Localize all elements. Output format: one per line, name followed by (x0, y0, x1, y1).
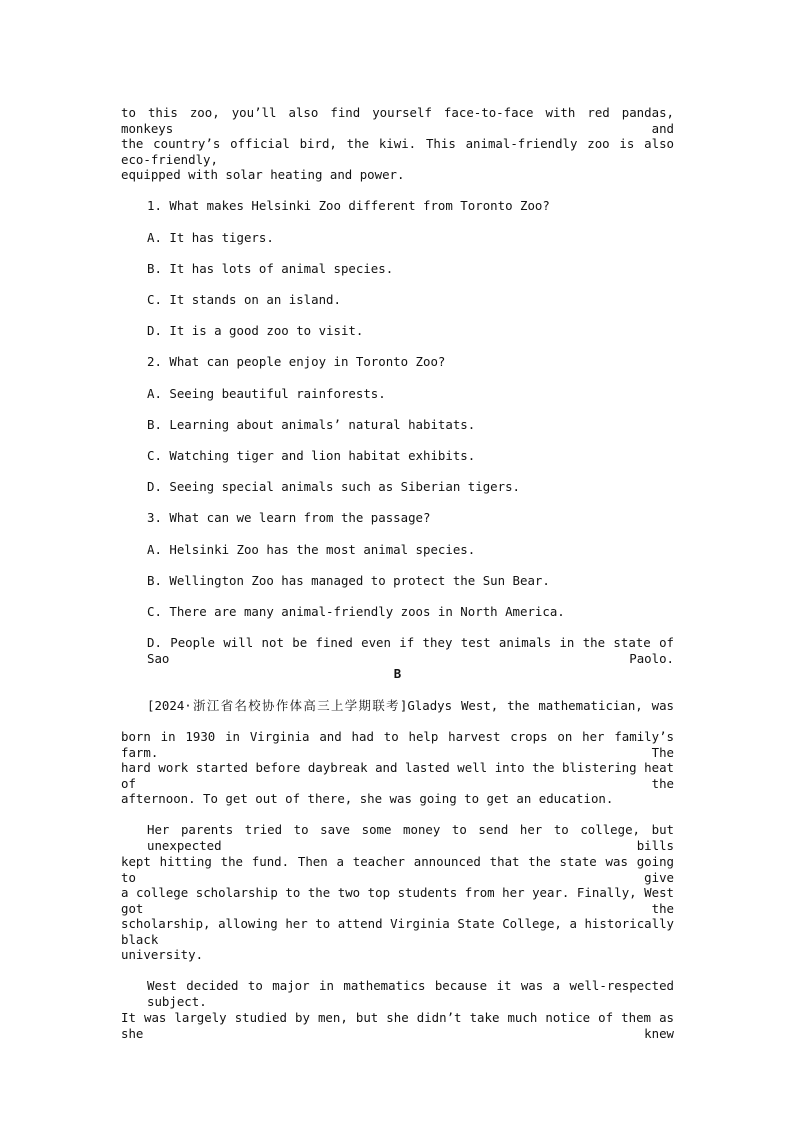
question-3-option-c: C. There are many animal-friendly zoos in North America. (147, 604, 565, 619)
question-2-option-d: D. Seeing special animals such as Siberian tigers. (147, 479, 520, 494)
question-2-option-c: C. Watching tiger and lion habitat exhibits. (147, 448, 476, 463)
paragraph-line: It was largely studied by men, but she didn’t take much notice of them as she knew (121, 1010, 674, 1041)
question-3-option-b: B. Wellington Zoo has managed to protect the Sun Bear. (147, 573, 550, 588)
question-3-option-a: A. Helsinki Zoo has the most animal species. (147, 542, 476, 557)
paragraph-line: born in 1930 in Virginia and had to help harvest crops on her family’s farm. The (121, 729, 674, 760)
paragraph-line: Her parents tried to save some money to send her to college, but unexpected bills (147, 822, 674, 853)
paragraph-line: West decided to major in mathematics because it was a well-respected subject. (147, 978, 674, 1009)
question-1-option-c: C. It stands on an island. (147, 292, 341, 307)
question-3-option-d: D. People will not be fined even if they test animals in the state of Sao Paolo. (147, 635, 674, 666)
question-2-option-b: B. Learning about animals’ natural habitats. (147, 417, 476, 432)
question-1-option-a: A. It has tigers. (147, 230, 274, 245)
question-1-option-d: D. It is a good zoo to visit. (147, 323, 364, 338)
paragraph-line: afternoon. To get out of there, she was going to get an education. (121, 791, 614, 806)
paragraph-line: university. (121, 947, 204, 962)
section-heading: B (393, 666, 402, 681)
question-2-option-a: A. Seeing beautiful rainforests. (147, 386, 386, 401)
paragraph-line: scholarship, allowing her to attend Virginia State College, a historically black (121, 916, 674, 947)
paragraph-line: kept hitting the fund. Then a teacher announced that the state was going to give (121, 854, 674, 885)
question-stem-1: 1. What makes Helsinki Zoo different from Toronto Zoo? (147, 198, 550, 213)
question-stem-3: 3. What can we learn from the passage? (147, 510, 431, 525)
passage-a-line: to this zoo, you’ll also find yourself face-to-face with red pandas, monkeys and (121, 105, 674, 136)
question-1-option-b: B. It has lots of animal species. (147, 261, 394, 276)
question-stem-2: 2. What can people enjoy in Toronto Zoo? (147, 354, 446, 369)
passage-a-line: the country’s official bird, the kiwi. This animal-friendly zoo is also eco-friendly, (121, 136, 674, 167)
paragraph-line: a college scholarship to the two top students from her year. Finally, West got the (121, 885, 674, 916)
passage-a-line: equipped with solar heating and power. (121, 167, 405, 182)
paragraph-line: [2024·浙江省名校协作体高三上学期联考]Gladys West, the mathematician, was (147, 698, 674, 713)
paragraph-line: hard work started before daybreak and lasted well into the blistering heat of the (121, 760, 674, 791)
